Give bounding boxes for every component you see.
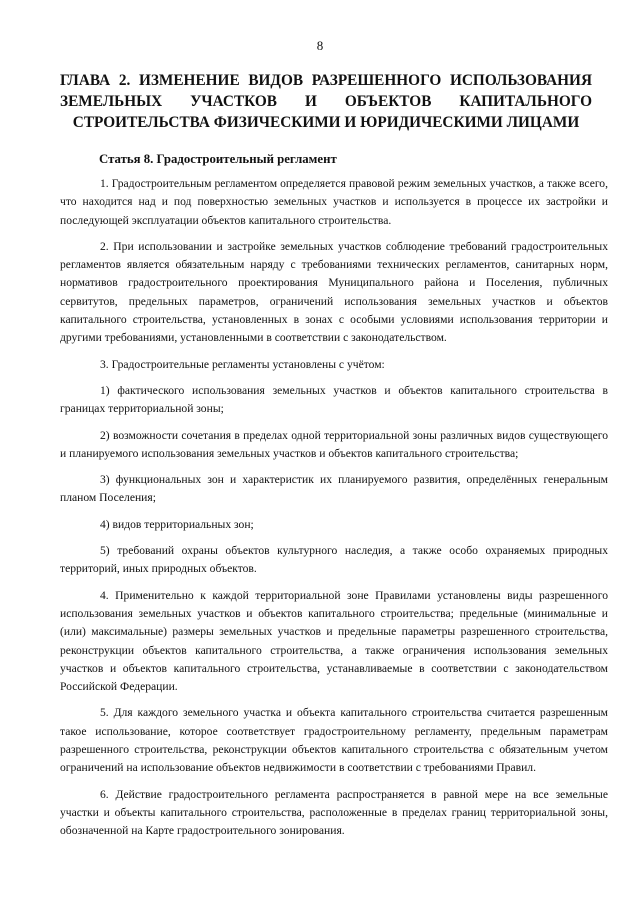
chapter-heading-line-2: ЗЕМЕЛЬНЫХ УЧАСТКОВ И ОБЪЕКТОВ КАПИТАЛЬНОГО xyxy=(60,93,592,110)
paragraph-5: 5. Для каждого земельного участка и объекта капитального строительства считается разрешенным такое использование, которое соответствует градостроительному регламенту, предельным параметрам разрешенного строительства, реконструкции объектов капитального строительства с обязательным учетом ограничений на использование объектов недвижимости в соответствии с требованиями Правил. xyxy=(60,706,608,775)
list-item-4: 4) видов территориальных зон; xyxy=(100,517,254,531)
list-item-1: 1) фактического использования земельных участков и объектов капитального строительства в границах территориальной зоны; xyxy=(60,383,608,416)
list-item-3: 3) функциональных зон и характеристик их планируемого развития, определённых генеральным планом Поселения; xyxy=(60,473,608,505)
paragraph-6: 6. Действие градостроительного регламента распространяется в равной мере на все земельные участки и объекты капитального строительства, расположенные в пределах границ территориальной зоны, обозначенной на Карте градостроительного зонирования. xyxy=(60,787,608,838)
chapter-heading-line-1: ГЛАВА 2. ИЗМЕНЕНИЕ ВИДОВ РАЗРЕШЕННОГО ИСПОЛЬЗОВАНИЯ xyxy=(60,72,592,89)
article-title: Статья 8. Градостроительный регламент xyxy=(99,152,337,166)
page-number: 8 xyxy=(316,38,324,53)
paragraph-3: 3. Градостроительные регламенты установлены с учётом: xyxy=(100,357,385,371)
list-item-5: 5) требований охраны объектов культурного наследия, а также особо охраняемых природных территорий, иных природных объектов. xyxy=(60,544,608,576)
paragraph-2: 2. При использовании и застройке земельных участков соблюдение требований градостроительных регламентов является обязательным наряду с требованиями технических регламентов, санитарных норм, нормативов градостроительного проектирования Муниципального района и Поселения, публичных сервитутов, предельных параметров, ограничений использования земельных участков и объектов капитального строительства, установленных в зонах с особыми условиями использования территории и другими требованиями, установленными в соответствии с законодательством. xyxy=(60,239,608,345)
article-body xyxy=(60,175,608,849)
list-item-2: 2) возможности сочетания в пределах одной территориальной зоны различных видов существующего и планируемого использования земельных участков и объектов капитального строительства; xyxy=(60,428,608,460)
paragraph-4: 4. Применительно к каждой территориальной зоне Правилами установлены виды разрешенного использования земельных участков и объектов капитального строительства; предельные (минимальные и (или) максимальные) размеры земельных участков и предельные параметры разрешенного строительства, реконструкции объектов капитального строительства, а также ограничения использования земельных участков и объектов капитального строительства, устанавливаемые в соответствии с законодательством Российской Федерации. xyxy=(60,588,608,694)
paragraph-1: 1. Градостроительным регламентом определяется правовой режим земельных участков, а также всего, что находится над и под поверхностью земельных участков и используется в процессе их застройки и последующей эксплуатации объектов капитального строительства. xyxy=(60,177,608,227)
chapter-heading xyxy=(60,70,592,133)
chapter-heading-line-3: СТРОИТЕЛЬСТВА ФИЗИЧЕСКИМИ И ЮРИДИЧЕСКИМИ ЛИЦАМИ xyxy=(72,114,580,131)
